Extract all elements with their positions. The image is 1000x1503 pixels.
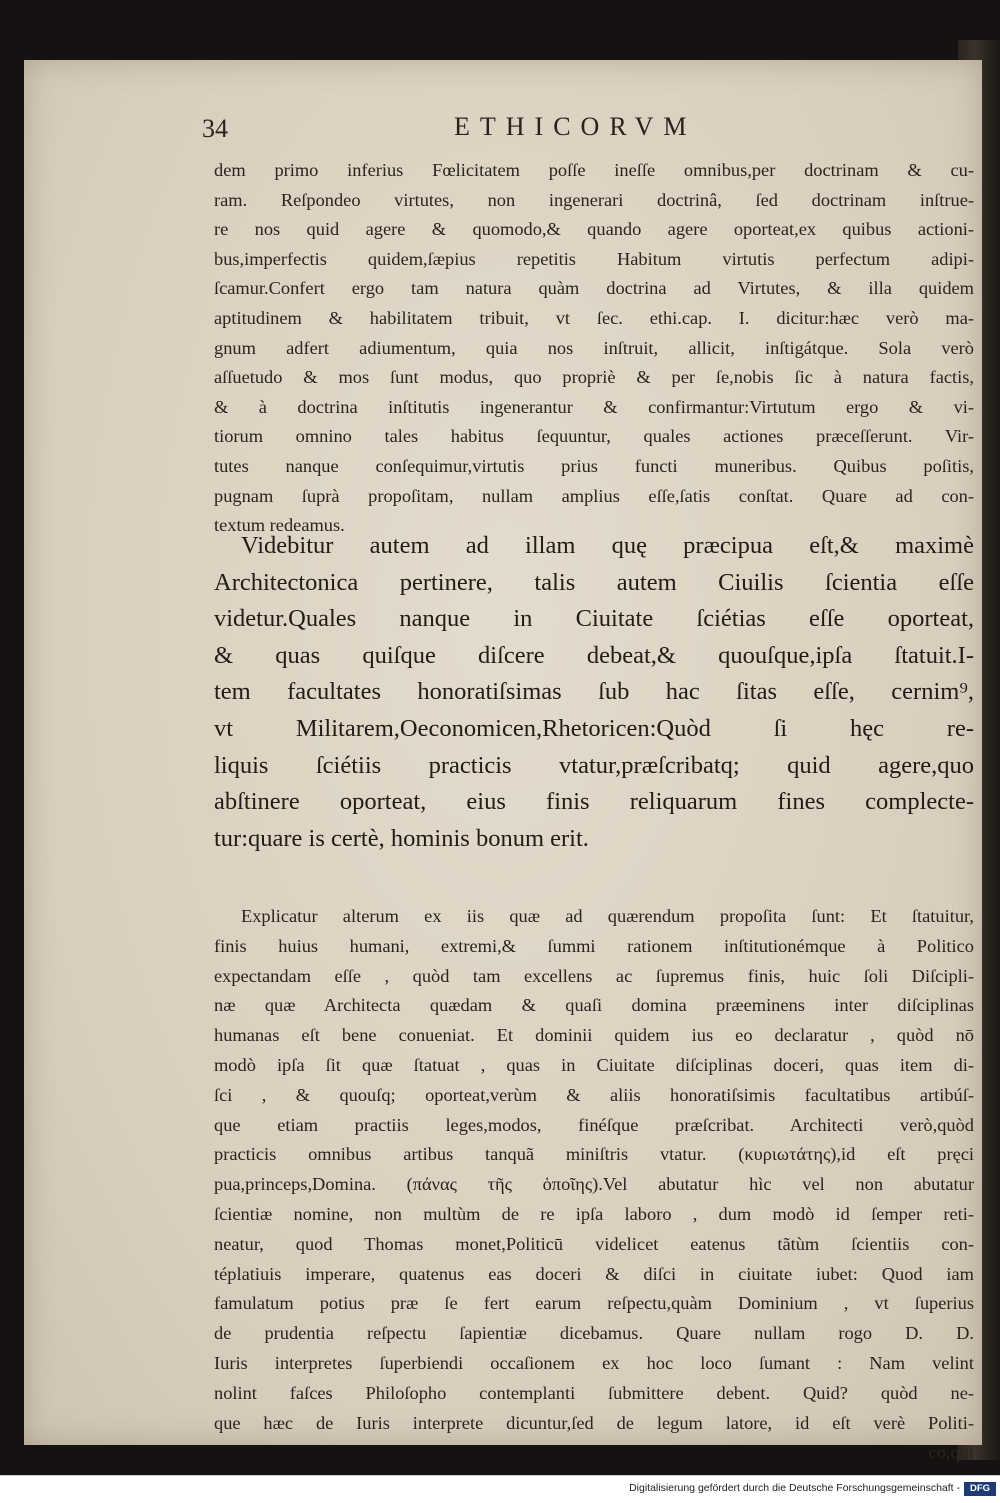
lemma-line: liquis ſciétiis practicis vtatur,præſcribatq; quid agere,quo xyxy=(214,751,974,779)
text-line: ſcientiæ nomine, non multùm de re ipſa laboro , dum modò id ſemper reti- xyxy=(214,1203,974,1224)
page-number: 34 xyxy=(202,114,228,143)
lemma-line: videtur.Quales nanque in Ciuitate ſciétias eſſe oporteat, xyxy=(214,605,974,633)
text-line: Explicatur alterum ex iis quæ ad quærendum propoſita ſunt: Et ſtatuitur, xyxy=(241,906,974,926)
lemma-line: Architectonica pertinere, talis autem Ciuilis ſcientia eſſe xyxy=(214,568,974,596)
lemma-line: abſtinere oporteat, eius finis reliquarum fines complecte- xyxy=(214,788,974,816)
lemma-line: Videbitur autem ad illam quę præcipua eſt,& maximè xyxy=(241,532,974,559)
lemma-line: tur:quare is certè, hominis bonum erit. xyxy=(214,824,589,852)
text-line: textum redeamus. xyxy=(214,515,345,536)
running-title: ETHICORVM xyxy=(454,112,697,141)
text-line: re nos quid agere & quomodo,& quando agere oporteat,ex quibus actioni- xyxy=(214,219,974,240)
text-line: aptitudinem & habilitatem tribuit, vt ſec. ethi.cap. I. dicitur:hæc verò ma- xyxy=(214,307,974,328)
text-line: dem primo inferius Fœlicitatem poſſe ineſſe omnibus,per doctrinam & cu- xyxy=(214,160,974,180)
text-line: que hæc de Iuris interprete dicuntur,ſed de legum latore, id eſt verè Politi- xyxy=(214,1412,974,1433)
text-line: & à doctrina inſtitutis ingenerantur & confirmantur:Virtutum ergo & vi- xyxy=(214,396,974,417)
text-line: modò ipſa ſit quæ ſtatuat , quas in Ciuitate diſciplinas doceri, quas item di- xyxy=(214,1054,974,1075)
text-line: Iuris interpretes ſuperbiendi occaſionem ex hoc loco ſumant : Nam velint xyxy=(214,1352,974,1373)
footer-bar xyxy=(0,1475,1000,1503)
text-line: tiorum omnino tales habitus ſequuntur, quales actiones præceſſerunt. Vir- xyxy=(214,426,974,447)
lemma-line: vt Militarem,Oeconomicen,Rhetoricen:Quòd ſi hęc re- xyxy=(214,714,974,742)
text-line: pugnam ſuprà propoſitam, nullam amplius eſſe,ſatis conſtat. Quare ad con- xyxy=(214,485,974,506)
lemma-paragraph xyxy=(214,528,974,857)
book-page xyxy=(24,60,982,1463)
lemma-line: tem facultates honoratiſsimas ſub hac ſitas eſſe, cernim⁹, xyxy=(214,678,974,706)
text-line: ram. Reſpondeo virtutes, non ingenerari doctrinâ, ſed doctrinam inſtrue- xyxy=(214,189,974,210)
text-line: næ quæ Architecta quædam & quaſi domina præeminens inter diſciplinas xyxy=(214,995,974,1016)
text-line: humanas eſt bene conueniat. Et dominii quidem ius eo declaratur , quòd nō xyxy=(214,1025,974,1046)
text-line: ſci , & quouſq; oporteat,verùm & aliis honoratiſsimis facultatibus artibúſ- xyxy=(214,1084,974,1105)
text-line: ſcamur.Confert ergo tam natura quàm doctrina ad Virtutes, & illa quidem xyxy=(214,278,974,299)
catchword: co,qui xyxy=(928,1442,974,1463)
text-line: famulatum potius præ ſe fert earum reſpectu,quàm Dominium , vt ſuperius xyxy=(214,1293,974,1314)
text-line: practicis omnibus artibus tanquã miniſtris vtatur. (κυριωτάτης),id eſt pręci xyxy=(214,1144,974,1165)
text-line: de prudentia reſpectu ſapientiæ dicebamus. Quare nullam rogo D. D. xyxy=(214,1323,974,1344)
commentary-paragraph-2 xyxy=(214,902,974,1468)
text-line: gnum adfert adiumentum, quia nos inſtruit, allicit, inſtigátque. Sola verò xyxy=(214,337,974,358)
text-line: pua,princeps,Domina. (πάνας τῆς ὁποῖης).Vel abutatur hìc vel non abutatur xyxy=(214,1174,974,1195)
text-line: téplatiuis imperare, quatenus eas doceri & diſci in ciuitate iubet: Quod iam xyxy=(214,1263,974,1284)
dfg-logo: DFG xyxy=(964,1482,996,1496)
text-line: bus,imperfectis quidem,ſæpius repetitis Habitum virtutis perfectum adipi- xyxy=(214,248,974,269)
text-line: aſſuetudo & mos ſunt modus, quo propriè & per ſe,nobis ſic à natura factis, xyxy=(214,367,974,388)
funding-notice: Digitalisierung gefördert durch die Deutsche Forschungsgemeinschaft - xyxy=(629,1482,960,1494)
text-line: tutes nanque conſequimur,virtutis prius functi muneribus. Quibus poſitis, xyxy=(214,455,974,476)
text-line: finis huius humani, extremi,& ſummi rationem inſtitutionémque à Politico xyxy=(214,935,974,956)
text-line: expectandam eſſe , quòd tam excellens ac ſupremus finis, huic ſoli Diſcipli- xyxy=(214,965,974,986)
text-line: neatur, quod Thomas monet,Politicū videlicet eatenus tãtùm ſcientiis con- xyxy=(214,1233,974,1254)
lemma-line: & quas quiſque diſcere debeat,& quouſque,ipſa ſtatuit.I- xyxy=(214,641,974,669)
text-line: nolint faſces Philoſopho contemplanti ſubmittere debent. Quid? quòd ne- xyxy=(214,1382,974,1403)
text-line: que etiam practiis leges,modos, finéſque præſcribat. Architecti verò,quòd xyxy=(214,1114,974,1135)
commentary-paragraph-1 xyxy=(214,156,974,541)
